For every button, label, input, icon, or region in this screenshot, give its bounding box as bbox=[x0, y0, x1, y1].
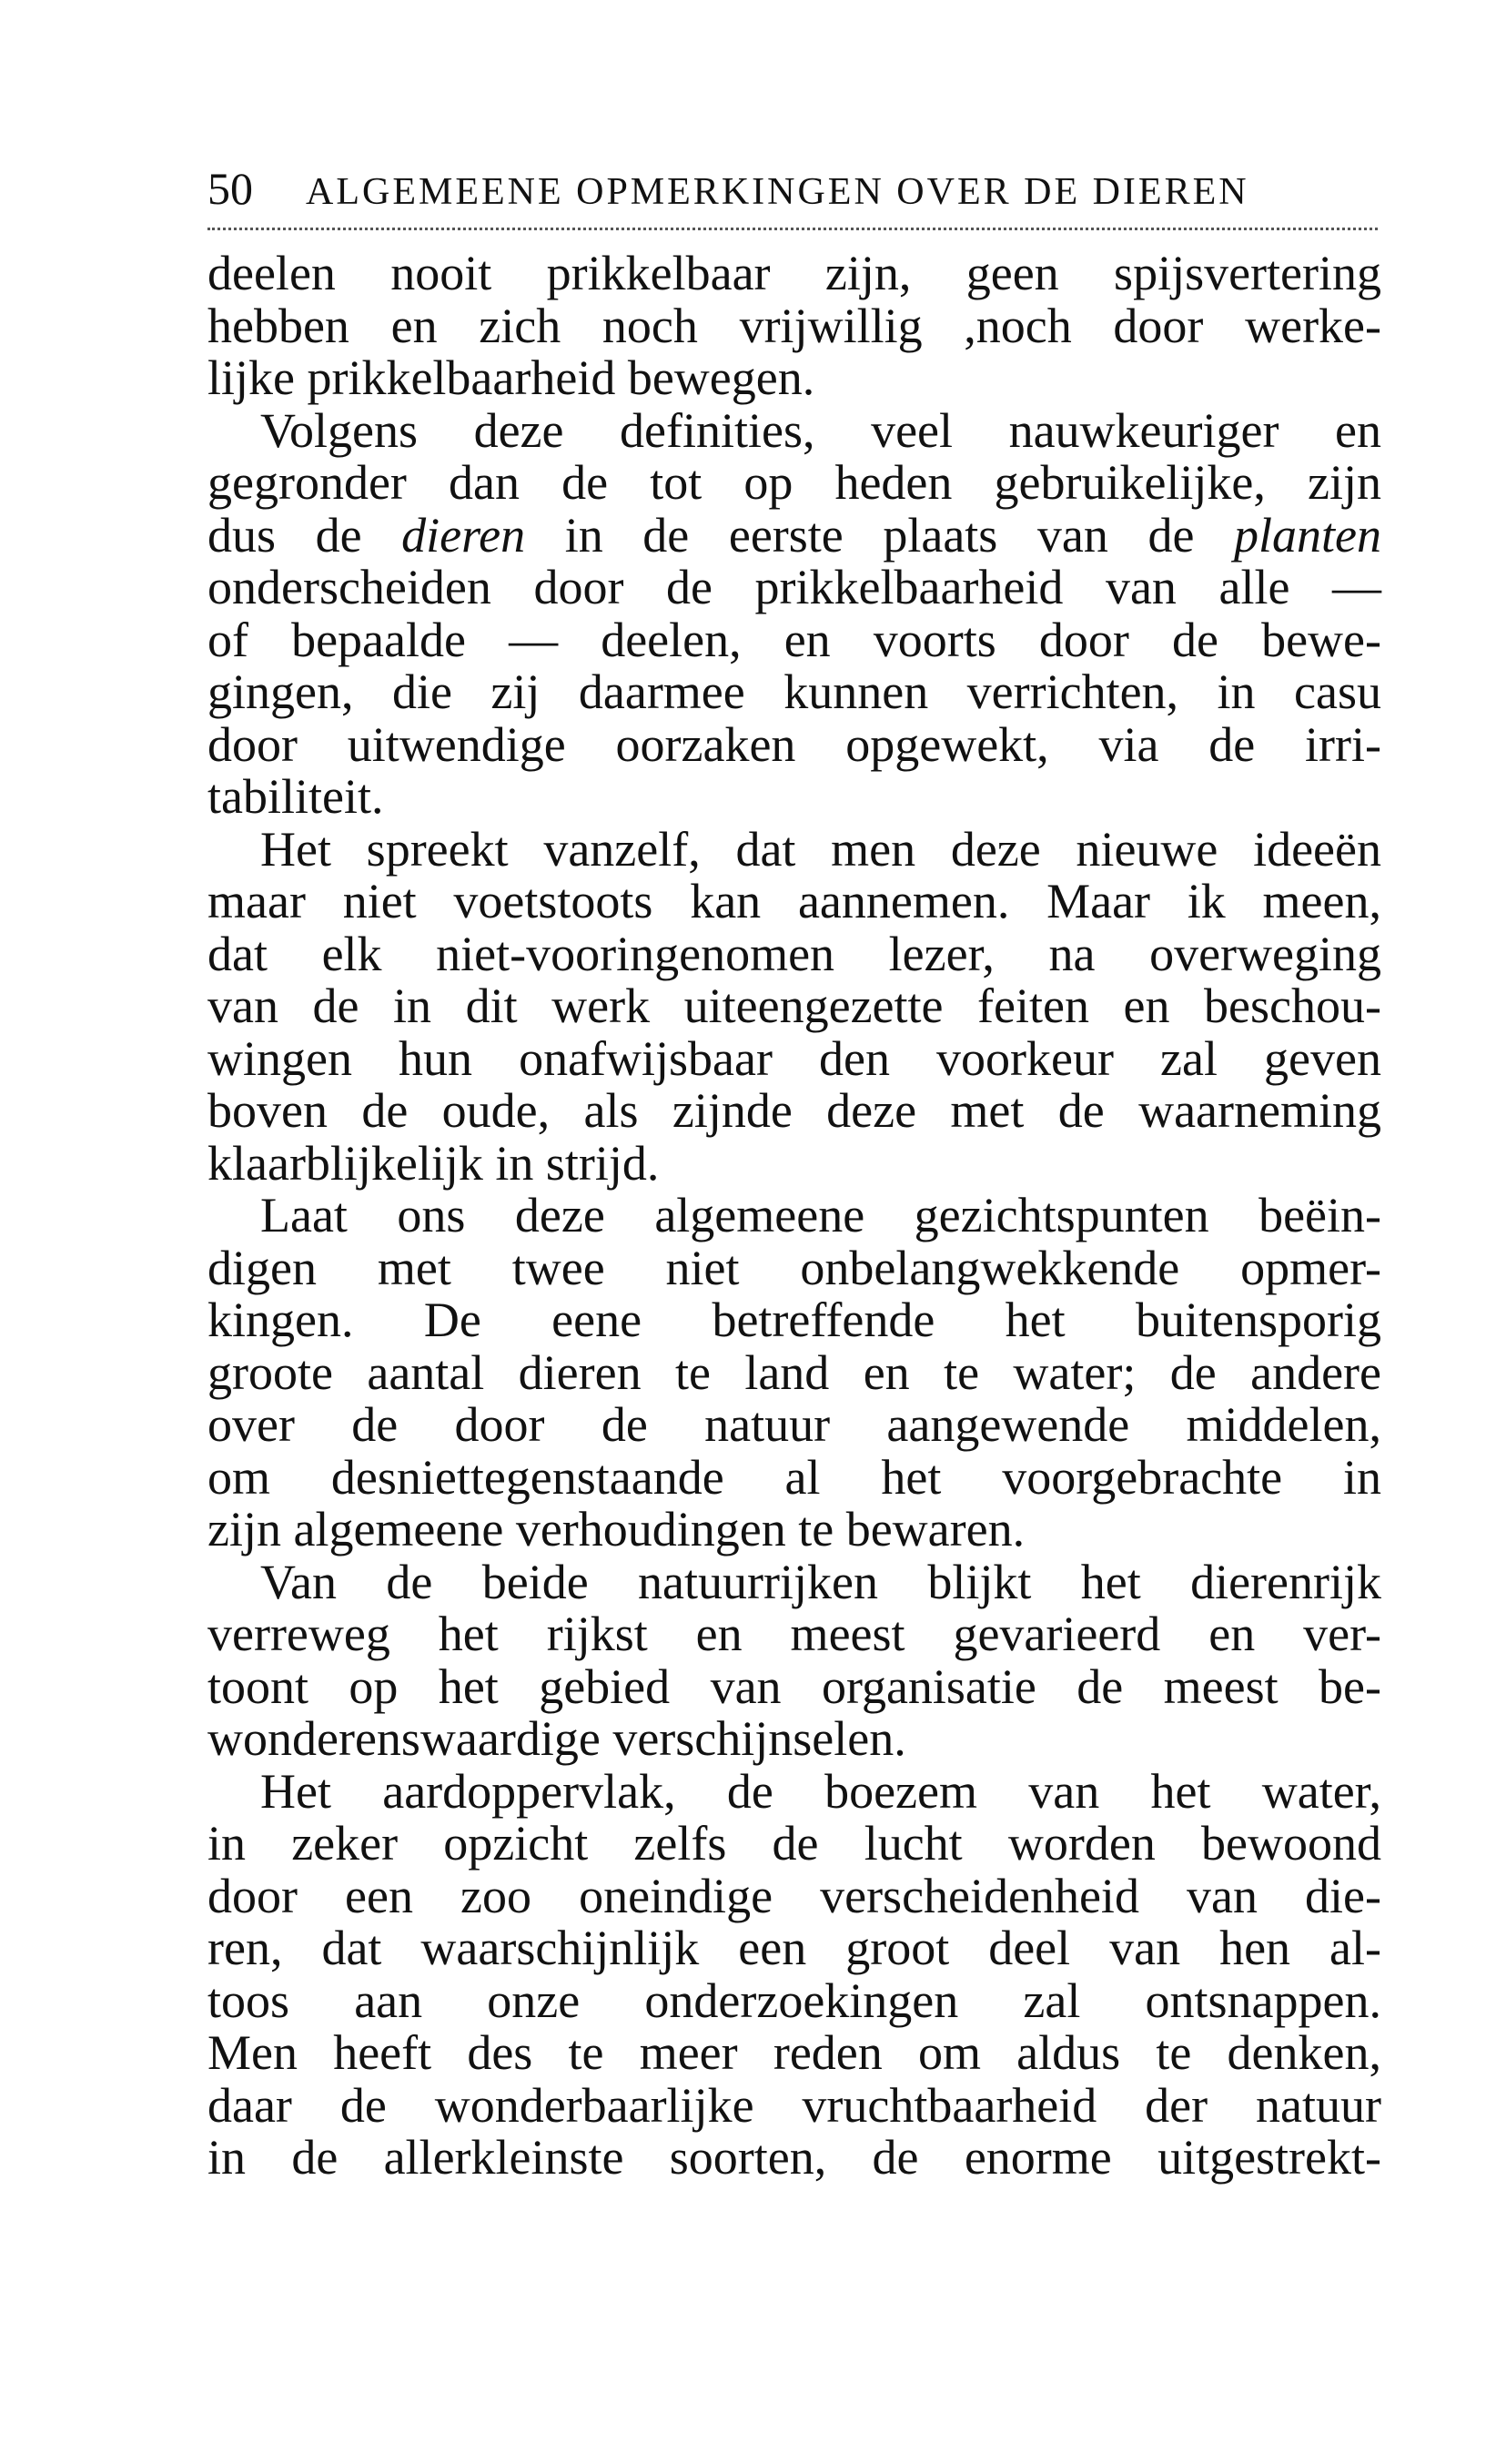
text-line: om desniettegenstaande al het voorgebrachte in bbox=[207, 1449, 1381, 1505]
text-line: Het spreekt vanzelf, dat men deze nieuwe ideeën bbox=[260, 821, 1381, 877]
text-line: verreweg het rijkst en meest gevarieerd en ver- bbox=[207, 1607, 1381, 1661]
page-number: 50 bbox=[207, 163, 253, 214]
text-line: maar niet voetstoots kan aannemen. Maar ik meen, bbox=[207, 874, 1381, 928]
body-text bbox=[207, 248, 1381, 2185]
text-line-mixed bbox=[207, 507, 1382, 563]
text-line: toos aan onze onderzoekingen zal ontsnappen. bbox=[207, 1972, 1381, 2028]
text-line: groote aantal dieren te land en te water; de andere bbox=[207, 1344, 1381, 1400]
text-line: tabiliteit. bbox=[207, 769, 384, 824]
text-line: lijke prikkelbaarheid bewegen. bbox=[207, 350, 815, 405]
text-line: wingen hun onafwijsbaar den voorkeur zal geven bbox=[207, 1030, 1381, 1086]
text-line: boven de oude, als zijnde deze met de waarneming bbox=[207, 1083, 1381, 1138]
text-line: Laat ons deze algemeene gezichtspunten beëin- bbox=[260, 1188, 1381, 1242]
text-line: in zeker opzicht zelfs de lucht worden bewoond bbox=[207, 1816, 1381, 1871]
text-line: gingen, die zij daarmee kunnen verrichten, in casu bbox=[207, 664, 1381, 719]
running-title: ALGEMEENE OPMERKINGEN OVER DE DIEREN bbox=[306, 171, 1249, 213]
text-line: door een zoo oneindige verscheidenheid van die- bbox=[207, 1868, 1381, 1923]
header-dotted-rule bbox=[207, 228, 1378, 230]
text-line: in de allerkleinste soorten, de enorme uitgestrekt- bbox=[207, 2130, 1381, 2185]
text-line: door uitwendige oorzaken opgewekt, via de irri- bbox=[207, 716, 1381, 772]
text-line: zijn algemeene verhoudingen te bewaren. bbox=[207, 1502, 1026, 1556]
text-line: ren, dat waarschijnlijk een groot deel van hen al- bbox=[207, 1921, 1381, 1975]
text-line: kingen. De eene betreffende het buitensporig bbox=[207, 1293, 1381, 1347]
text-line: Men heeft des te meer reden om aldus te denken, bbox=[207, 2025, 1381, 2080]
text-line: Van de beide natuurrijken blijkt het dierenrijk bbox=[260, 1554, 1381, 1609]
text-line: gegronder dan de tot op heden gebruikelijke, zijn bbox=[207, 455, 1381, 510]
text-line: hebben en zich noch vrijwillig ,noch door werke- bbox=[207, 298, 1381, 353]
text-line: Volgens deze definities, veel nauwkeuriger en bbox=[260, 402, 1381, 458]
text-line: dat elk niet-vooringenomen lezer, na overweging bbox=[207, 926, 1381, 981]
italic-term-dieren: dieren bbox=[401, 507, 526, 563]
text-line: klaarblijkelijk in strijd. bbox=[207, 1135, 660, 1191]
text-line: toont op het gebied van organisatie de meest be- bbox=[207, 1658, 1381, 1714]
text-line: Het aardoppervlak, de boezem van het water, bbox=[260, 1763, 1381, 1819]
text-line: over de door de natuur aangewende middelen, bbox=[207, 1397, 1381, 1452]
italic-term-planten: planten bbox=[1234, 507, 1382, 563]
text-line: van de in dit werk uiteengezette feiten en beschou- bbox=[207, 979, 1381, 1033]
text-segment: in de eerste plaats van de bbox=[525, 507, 1235, 563]
text-line: daar de wonderbaarlijke vruchtbaarheid der natuur bbox=[207, 2077, 1381, 2133]
text-line: digen met twee niet onbelangwekkende opmer- bbox=[207, 1240, 1381, 1295]
text-line: onderscheiden door de prikkelbaarheid van alle — bbox=[207, 560, 1381, 614]
text-line: wonderenswaardige verschijnselen. bbox=[207, 1711, 906, 1766]
running-head bbox=[207, 162, 1378, 220]
text-line: deelen nooit prikkelbaar zijn, geen spijsvertering bbox=[207, 246, 1381, 300]
text-line: of bepaalde — deelen, en voorts door de bewe- bbox=[207, 612, 1381, 667]
text-segment: dus de bbox=[207, 507, 402, 563]
